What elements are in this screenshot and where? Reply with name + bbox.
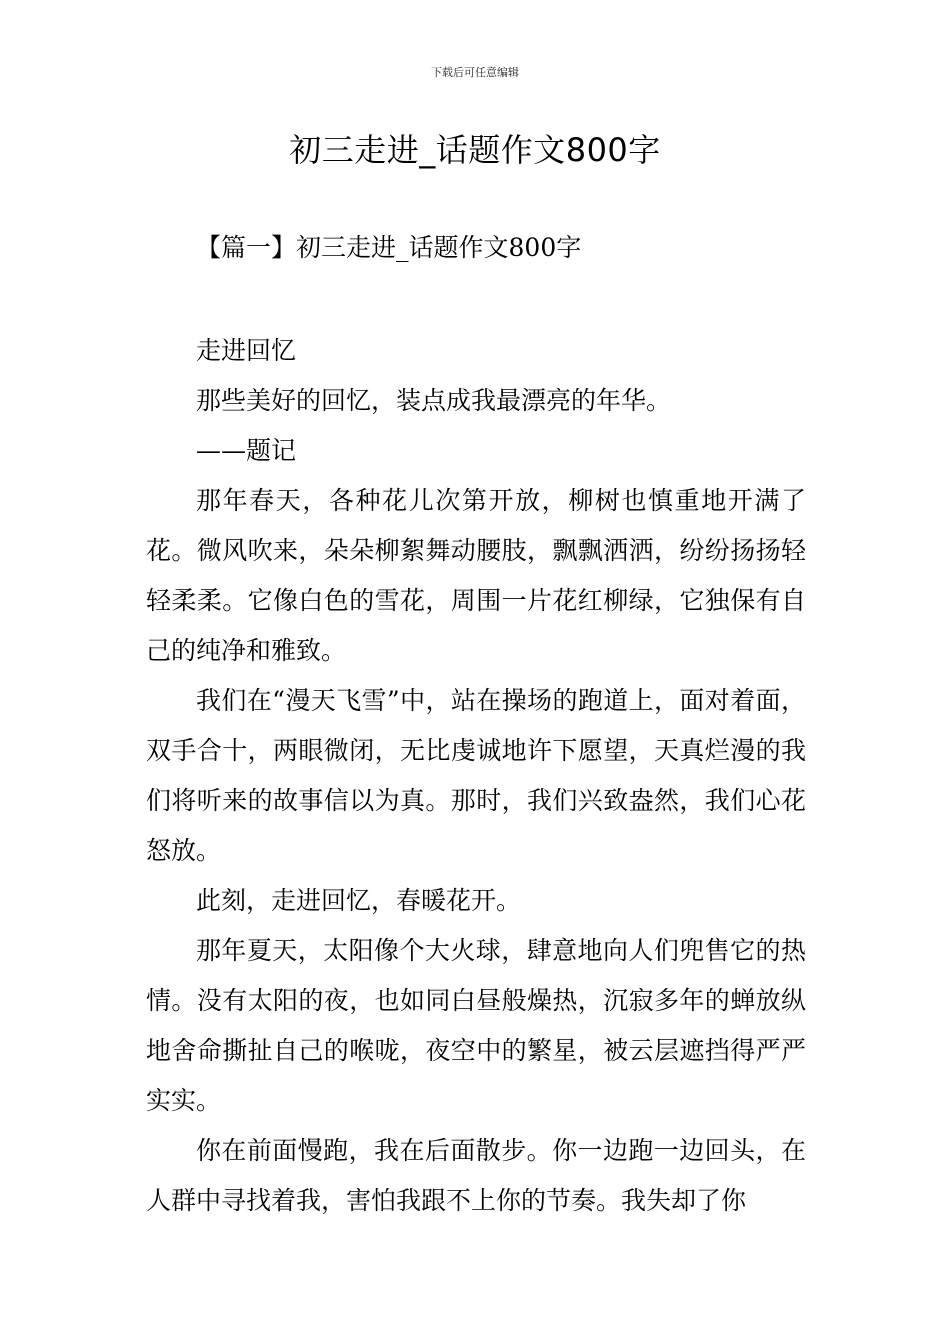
header-note: 下载后可任意编辑 [431, 66, 519, 79]
document-title: 初三走进_话题作文800字 [289, 131, 661, 169]
paragraph: 那年春天，各种花儿次第开放，柳树也慎重地开满了花。微风吹来，朵朵柳絮舞动腰肢，飘飘洒洒，纷纷扬扬轻轻柔柔。它像白色的雪花，周围一片花红柳绿，它独保有自己的纯净和雅致。 [146, 486, 806, 665]
paragraph-epigraph: 那些美好的回忆，装点成我最漂亮的年华。 [196, 386, 672, 415]
section-heading: 【篇一】初三走进_话题作文800字 [196, 233, 582, 262]
paragraph: 那年夏天，太阳像个大火球，肆意地向人们兜售它的热情。没有太阳的夜，也如同白昼般燥热，沉寂多年的蝉放纵地舍命撕扯自己的喉咙，夜空中的繁星，被云层遮挡得严严实实。 [146, 936, 806, 1115]
paragraph: 你在前面慢跑，我在后面散步。你一边跑一边回头，在人群中寻找着我，害怕我跟不上你的节奏。我失却了你 [146, 1136, 806, 1215]
article-body [146, 326, 806, 1226]
paragraph: 我们在“漫天飞雪”中，站在操场的跑道上，面对着面，双手合十，两眼微闭，无比虔诚地许下愿望，天真烂漫的我们将听来的故事信以为真。那时，我们兴致盎然，我们心花怒放。 [146, 686, 806, 865]
paragraph-epigraph-source: ——题记 [196, 436, 297, 465]
paragraph-subtitle: 走进回忆 [196, 336, 297, 365]
paragraph: 此刻，走进回忆，春暖花开。 [196, 886, 522, 915]
